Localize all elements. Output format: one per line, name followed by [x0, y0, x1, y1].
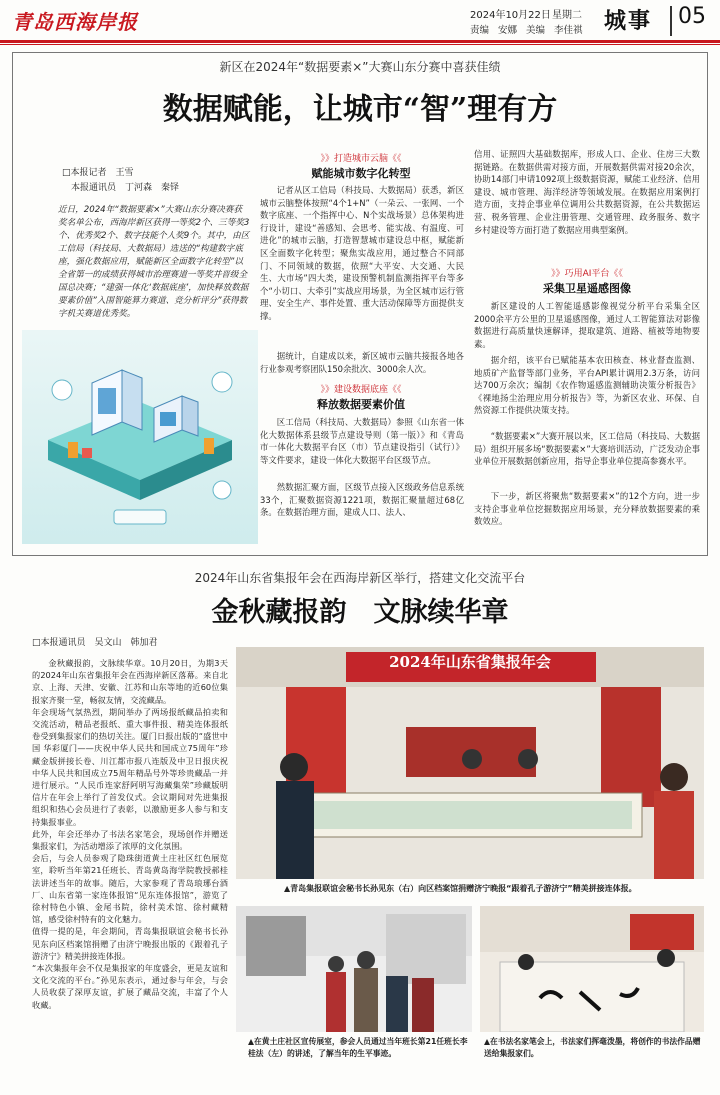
story1-col3-para2: 新区建设的人工智能遥感影像视觉分析平台采集全区2000余平方公里的卫星遥感图像，通过人工智能算法对影像数据进行高质量快速解译，提取建筑、道路、植被等地物要素。: [474, 301, 700, 349]
story1-kicker: 新区在2024年“数据要素×”大赛山东分赛中喜获佳绩: [219, 60, 501, 74]
story1-byline-correspondent: 本报通讯员 丁河森 秦铎: [62, 183, 180, 193]
issue-date: 2024年10月22日: [470, 10, 551, 21]
story2-body: 金秋藏报韵，文脉续华章。10月20日，为期3天的2024年山东省集报年会在西海岸新区落幕。来自北京、上海、天津、安徽、江苏和山东等地的近60位集报家齐聚一堂，畅叙友情，交流藏品。 年会现场气氛热烈，期间举办了两场报纸藏品拍卖和交流活动，精品老报纸、重大事件报、精美连体报纸卷受到集报家们的热切关注。厦门日报出版的“盛世中国 华彩厦门——庆祝中华人民共和国成立75周年”珍藏金版拼接长卷、川江都市报八连版及中卫日报庆祝中华人民共和国成立75周年精品号外等珍贵藏品一并进行展示。“人民币连家舒阿明写海藏集荣”珍藏版明信片在年会上举行了首发仪式。会议期间对先进集报组织和热心会员进行了表彰，以激励更多人参与和支持集报事业。 此外，年会还举办了书法名家笔会，现场创作并赠送集报家们，为活动增添了浓厚的文化氛围。 会后，与会人员参观了隐珠街道黄土庄社区红色展览室，聆听当年第21任班长、青岛黄岛海学院教授郝桂法讲述当年的故事。随后，大家参观了青岛琅琊台酒厂、山东省第一家连体报馆“见东连体报馆”，游览了徐村特色小镇、金尾书院，徐村美术馆、徐村藏精馆，感受徐村特有的文化魅力。 值得一提的是，年会期间，青岛集报联谊会秘书长孙见东向区档案馆捐赠了由济宁晚报出版的《跟着孔子游济宁》精美拼接连体报。 “本次集报年会不仅是集报家的年度盛会，更是友谊和文化交流的平台。”孙见东表示，通过参与年会，与会人员收获了深厚友谊，扩展了藏品交流，丰富了个人收藏。: [32, 658, 228, 1010]
story2-byline: □本报通讯员 吴文山 韩加君: [32, 638, 158, 648]
photo-right: [480, 906, 704, 1032]
masthead: [0, 0, 720, 40]
story2-kicker: 2024年山东省集报年会在西海岸新区举行，搭建文化交流平台: [194, 571, 526, 585]
photo-main: [236, 647, 704, 879]
story1-col3-para1: 信用、证照四大基础数据库，形成人口、企业、住房三大数据链路。在数据供需对接方面，开展数据供需对接20余次，协助14部门申请1092项上级数据资源，赋能工业经济、信用建设、城市管理、海洋经济等领域发展。在数据应用案例打造方面，支持企事业单位调用公共数据资源，在公共数据运营、税务管理、企业注册管理、交通管理、政务服务、数字乡村建设等方面打造了数据应用典型案例。: [474, 149, 700, 235]
masthead-rule-thin: [0, 44, 720, 45]
story1-col2-subhead2: 释放数据要素价值: [317, 398, 405, 411]
story1-col3-para4: “数据要素×”大赛开展以来，区工信局（科技局、大数据局）组织开展多场“数据要素×”大赛培训活动，广泛发动企事业单位开展数据创新应用，指导企事业单位提高参赛水平。: [474, 431, 700, 467]
story1-col3-para5: 下一步，新区将聚焦“数据要素×”的12个方向，进一步支持企事业单位挖掘数据应用场景，充分释放数据要素的乘数效应。: [474, 491, 700, 527]
story1-col2-para3: 区工信局（科技局、大数据局）参照《山东省一体化大数据体系县级节点建设导则（第一版）》和《青岛市一体化大数据平台区（市）节点建设指引（试行）》等文件要求，建设一体化大数据平台区级节点。: [260, 417, 464, 465]
story2-headline: 金秋藏报韵 文脉续华章: [211, 597, 509, 628]
masthead-rule: [0, 40, 720, 43]
smart-city-illustration: [22, 330, 258, 544]
editor-credits: 责编 安娜 美编 李佳祺: [470, 25, 583, 36]
calligraphy-photo-graphic: [480, 906, 704, 1032]
story1-col3-para3: 据介绍，该平台已赋能基本农田核查、林业督查监测、地质矿产监督等部门业务，平台API累计调用2.3万条，访问达700万余次；编制《农作物遥感监测辅助决策分析报告》《裸地扬尘治理应用分析报告》等，为新区农业、环保、自然资源工作提供决策支持。: [474, 355, 700, 416]
story1-headline: 数据赋能，让城市“智”理有方: [162, 92, 558, 127]
story1-col3-subhead-top: 》》巧用AI平台《《: [551, 269, 623, 279]
story1-col2-para1: 记者从区工信局（科技局、大数据局）获悉，新区城市云脑整体按照“4个1+N”（一朵云、一张网、一个数字底座、一个指挥中心、N个实战场景）总体架构进行设计，建设“善感知、会思考、能实战、有温度、可进化”的城市云脑，打造智慧城市建设总中枢，赋能新区全面数字化转型；聚焦实战应用，通过整合不同部门、不同领域的数据，依照“大平安、大交通、大民生、大市场”四大类，建设预警机制监测指挥平台等多个“小切口、大牵引”实战应用场景，为全区城市运行管理、安全生产、事件处置、重大活动保障等方面提供支撑。: [260, 185, 464, 321]
story1-byline-reporter: □本报记者 王雪: [62, 168, 134, 178]
isometric-city-graphic: [22, 330, 258, 544]
photo-left: [236, 906, 472, 1032]
issue-weekday: 星期二: [552, 10, 582, 21]
section-title: 城事: [604, 9, 653, 34]
section-divider: [670, 6, 672, 36]
photo-left-caption: ▲在黄土庄社区宣传展室，参会人员通过当年班长第21任班长李桂法（左）的讲述，了解当年的生平事迹。: [248, 1037, 468, 1058]
photo-main-banner: 2024年山东省集报年会: [389, 653, 551, 671]
story1-col2-para4: 然数据汇聚方面，区级节点接入区级政务信息系统33个，汇聚数据资源1221项，数据汇聚量超过68亿条。在数据治理方面，建成人口、法人、: [260, 482, 464, 518]
event-photo-graphic: [236, 647, 704, 879]
story1-lead: 近日，2024年“数据要素×”大赛山东分赛决赛获奖名单公布，西海岸新区获得一等奖2个、三等奖3个、优秀奖2个、数字技能个人奖9个。其中，由区工信局（科技局、大数据局）选送的“构建数字底座，强化数据应用，赋能新区全面数字化转型”以全省第一的成绩获得城市治理赛道一等奖并晋级全国总决赛；“建强一体化‘数据底座’，加快释放数据要素价值”入围智能算力赛道、竞分析评分”获得数字机关赛道优秀奖。: [58, 205, 250, 319]
story1-col2-subhead2-top: 》》建设数据底座《《: [320, 385, 402, 395]
exhibition-photo-graphic: [236, 906, 472, 1032]
page-number: 05: [678, 4, 706, 29]
photo-main-caption: ▲青岛集报联谊会秘书长孙见东（右）向区档案馆捐赠济宁晚报“跟着孔子游济宁”精美拼接连体报。: [284, 884, 637, 893]
story1-col3-subhead: 采集卫星遥感图像: [543, 282, 631, 295]
photo-right-caption: ▲在书法名家笔会上，书法家们挥毫泼墨，将创作的书法作品赠送给集报家们。: [484, 1037, 701, 1058]
story1-col2-subhead1: 赋能城市数字化转型: [311, 167, 411, 180]
story1-col2-subhead1-top: 》》打造城市云脑《《: [320, 154, 402, 164]
story1-col2-para2: 据统计，自建成以来，新区城市云脑共接报各地各行业参观考察团队150余批次、3000余人次。: [260, 351, 464, 374]
newspaper-logo: 青岛西海岸报: [12, 10, 138, 34]
